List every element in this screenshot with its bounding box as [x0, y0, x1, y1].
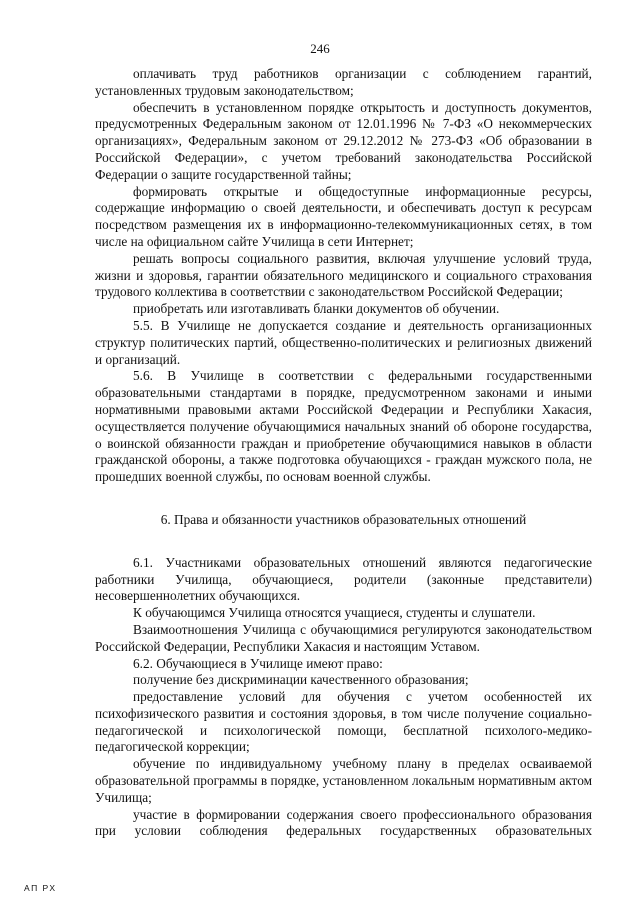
paragraph: получение без дискриминации качественного образования;: [133, 672, 469, 688]
page-number: 246: [310, 41, 330, 56]
paragraph: обеспечить в установленном порядке открытость и доступность документов, предусмотренных Федеральным законом от 12.01.1996 № 7-ФЗ «О некоммерческих организациях», Федеральным законом от 29.12.2012 № 273-ФЗ «Об образовании в Российской Федерации», с учетом требований законодательства Российской Федерации о защите государственной тайны;: [95, 99, 592, 182]
paragraph: 6.2. Обучающиеся в Училище имеют право:: [133, 655, 383, 671]
section-heading: 6. Права и обязанности участников образовательных отношений: [160, 511, 527, 527]
paragraph: 5.5. В Училище не допускается создание и деятельность организационных структур политических партий, общественно-политических и религиозных движений и организаций.: [95, 317, 592, 367]
paragraph: Взаимоотношения Училища с обучающимися регулируются законодательством Российской Федерации, Республики Хакасия и настоящим Уставом.: [95, 621, 592, 654]
footer-mark: АП РХ: [24, 883, 57, 893]
paragraph: К обучающимся Училища относятся учащиеся, студенты и слушатели.: [133, 605, 536, 621]
paragraph: обучение по индивидуальному учебному плану в пределах осваиваемой образовательной программы в порядке, установленном локальным нормативным актом Училища;: [95, 756, 592, 805]
paragraph: приобретать или изготавливать бланки документов об обучении.: [133, 301, 500, 317]
paragraph: формировать открытые и общедоступные информационные ресурсы, содержащие информацию о своей деятельности, и обеспечивать доступ к ресурсам посредством размещения их в информационно-телекоммуникационных сетях, в том числе на официальном сайте Училища в сети Интернет;: [95, 183, 592, 249]
paragraph: 6.1. Участниками образовательных отношений являются педагогические работники Училища, обучающиеся, родители (законные представители) несовершеннолетних обучающихся.: [95, 554, 592, 604]
paragraph: оплачивать труд работников организации с соблюдением гарантий, установленных трудовым законодательством;: [95, 66, 592, 98]
paragraph: 5.6. В Училище в соответствии с федеральными государственными образовательными стандартами в порядке, предусмотренном законами и иными нормативными правовыми актами Российской Федерации и Республики Хакасия, осуществляется получение обучающимися начальных знаний об обороне государства, о воинской обязанности граждан и приобретение обучающимися навыков в области гражданской обороны, а также подготовка обучающихся - граждан мужского пола, не прошедших военной службы, по основам военной службы.: [95, 368, 592, 485]
paragraph: участие в формировании содержания своего профессионального образования при условии соблюдения федеральных государственных образовательных: [95, 806, 592, 839]
paragraph: решать вопросы социального развития, включая улучшение условий труда, жизни и здоровья, гарантии обязательного медицинского и социального страхования трудового коллектива в соответствии с законодательством Российской Федерации;: [95, 250, 592, 300]
document-body: [95, 66, 592, 840]
paragraph: предоставление условий для обучения с учетом особенностей их психофизического развития и состояния здоровья, в том числе получение социально-педагогической и психологической помощи, бесплатной психолого-медико-педагогической коррекции;: [95, 689, 592, 755]
